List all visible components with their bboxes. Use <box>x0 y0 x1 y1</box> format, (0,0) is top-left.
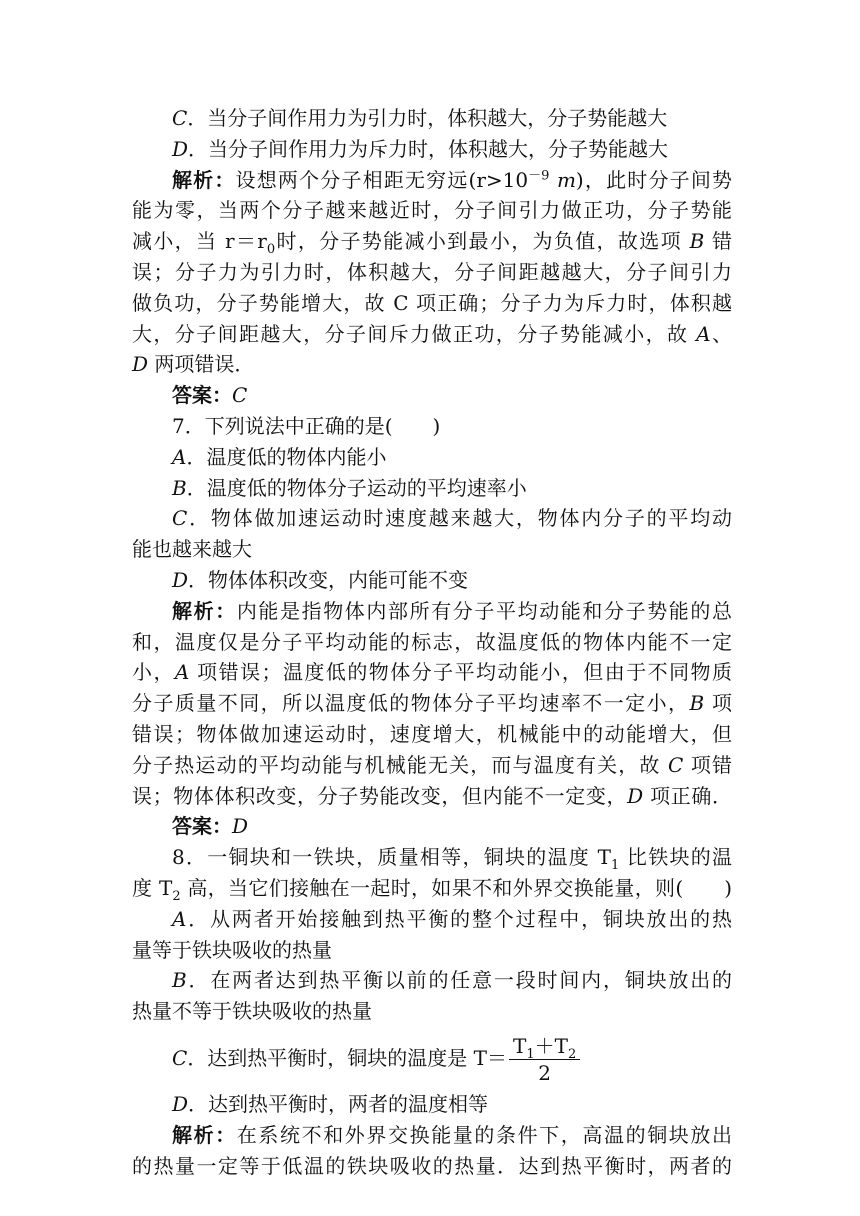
q8-option-b: B．在两者达到热平衡以前的任意一段时间内，铜块放出的 <box>172 968 732 993</box>
q8-option-d: D．达到热平衡时，两者的温度相等 <box>172 1091 489 1116</box>
q7-analysis-line: 错误；物体做加速运动时，速度增大，机械能中的动能增大，但 <box>132 721 732 746</box>
q7-analysis-line: 小，A 项错误；温度低的物体分子平均动能小，但由于不同物质 <box>132 660 733 685</box>
q8-stem-line: 8．一铜块和一铁块，质量相等，铜块的温度 $T_1$ 比铁块的温 <box>172 845 733 874</box>
q7-option-c-cont: 能也越来越大 <box>132 537 252 562</box>
q6-option-c: C．当分子间作用力为引力时，体积越大，分子势能越大 <box>172 106 668 130</box>
q6-option-d: D．当分子间作用力为斥力时，体积越大，分子势能越大 <box>172 136 669 161</box>
q7-option-a: A．温度低的物体内能小 <box>172 444 387 469</box>
q6-answer: 答案：C <box>172 383 248 408</box>
temperature-fraction <box>509 1033 580 1086</box>
q6-analysis-line: 减小，当 $r=r_0$时，分子势能减小到最小，为负值，故选项 B 错 <box>132 229 733 258</box>
q6-analysis-line: 误；分子力为引力时，体积越大，分子间距越越大，分子间引力 <box>132 259 732 284</box>
answer-label: 答案： <box>172 383 232 408</box>
document-page <box>132 103 732 1181</box>
q8-option-b-cont: 热量不等于铁块吸收的热量 <box>132 999 372 1024</box>
q7-analysis-line: 分子热运动的平均动能与机械能无关，而与温度有关，故 C 项错 <box>132 752 733 777</box>
q6-analysis-line: 做负功，分子势能增大，故 C 项正确；分子力为斥力时，体积越 <box>132 290 732 315</box>
q6-analysis-line: 能为零，当两个分子越来越近时，分子间引力做正功，分子势能 <box>132 198 732 223</box>
q8-analysis-line: 的热量一定等于低温的铁块吸收的热量．达到热平衡时，两者的 <box>132 1153 732 1178</box>
q7-analysis-line: 分子质量不同，所以温度低的物体分子平均速率不一定小，B 项 <box>132 691 733 716</box>
q6-analysis-line: D 两项错误． <box>132 352 255 377</box>
q7-option-d: D．物体体积改变，内能可能不变 <box>172 567 469 592</box>
q7-stem: 7．下列说法中正确的是( ) <box>172 413 441 438</box>
analysis-label: 解析： <box>172 167 236 192</box>
q7-option-b: B．温度低的物体分子运动的平均速率小 <box>172 475 527 500</box>
analysis-label: 解析： <box>172 598 237 623</box>
q8-analysis-line: 解析：在系统不和外界交换能量的条件下，高温的铜块放出 <box>172 1122 733 1147</box>
q6-analysis-line: 大，分子间距越大，分子间斥力做正功，分子势能减小，故 A、 <box>132 321 733 346</box>
q8-stem-line: 度 $T_2$ 高，当它们接触在一起时，如果不和外界交换能量，则( ) <box>132 875 732 904</box>
q8-option-a-cont: 量等于铁块吸收的热量 <box>132 937 332 962</box>
q8-option-c: C．达到热平衡时，铜块的温度是 T＝ $\frac{T_1+T_2}{2}$ <box>132 1027 732 1089</box>
fraction-denominator: 2 <box>538 1060 551 1085</box>
q6-analysis-line: 解析：设想两个分子相距无穷远($r>10^{-9}$ m)，此时分子间势 <box>172 167 732 192</box>
q7-analysis-line: 误；物体体积改变，分子势能改变，但内能不一定变，D 项正确． <box>132 783 733 808</box>
q8-option-a: A．从两者开始接触到热平衡的整个过程中，铜块放出的热 <box>172 906 732 931</box>
fraction-numerator: $T_1+T_2$ <box>509 1033 580 1060</box>
q7-answer: 答案：D <box>172 814 249 839</box>
analysis-label: 解析： <box>172 1122 237 1147</box>
q7-analysis-line: 解析：内能是指物体内部所有分子平均动能和分子势能的总 <box>172 598 733 623</box>
q7-option-c: C．物体做加速运动时速度越来越大，物体内分子的平均动 <box>172 506 732 531</box>
answer-label: 答案： <box>172 814 232 839</box>
q7-analysis-line: 和，温度仅是分子平均动能的标志，故温度低的物体内能不一定 <box>132 629 732 654</box>
